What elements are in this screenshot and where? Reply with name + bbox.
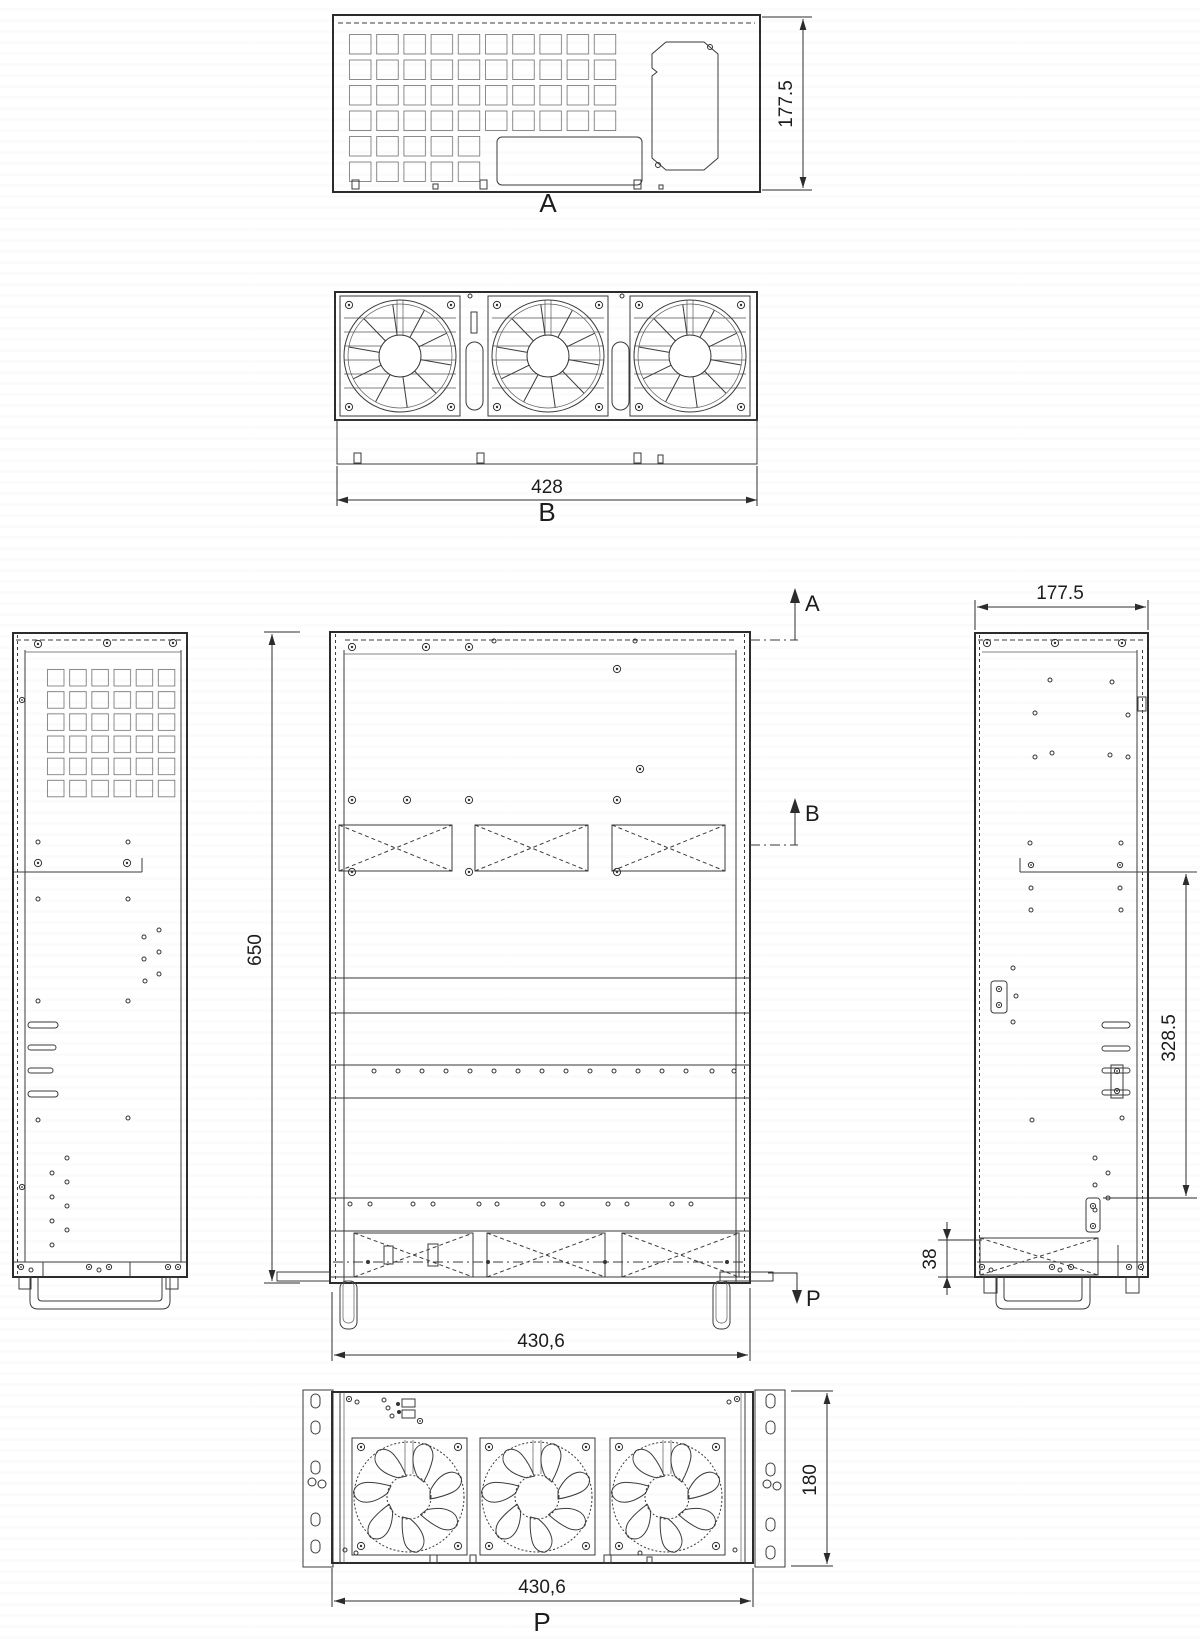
dim-front-width-value: 430,6 [517,1331,565,1352]
dim-b-width-value: 428 [531,477,563,498]
dim-bottom-width-value: 430,6 [518,1577,566,1598]
left-screws [19,840,161,1247]
view-b-label: B [538,497,556,527]
front-screw-pairs [348,1202,693,1206]
view-p-label: P [533,1607,551,1637]
section-a-label: A [805,591,820,616]
dim-right-base-value: 38 [920,1248,941,1270]
view-top [333,15,812,218]
view-a-label: A [539,188,557,218]
dim-front-width [332,1288,750,1361]
front-xbraces-upper [339,825,725,876]
fan-blades-3 [609,1440,722,1554]
rack-ear-holes-left [308,1394,326,1553]
fan-blades-2 [479,1440,592,1554]
dim-bottom-depth-value: 180 [800,1464,821,1496]
dim-bottom-width [332,1568,753,1607]
view-bottom [303,1390,833,1637]
dim-right-width-value: 177.5 [1036,583,1084,604]
section-marker-b [750,798,820,845]
dim-a-depth-value: 177.5 [776,80,797,128]
view-front [245,588,821,1361]
view-right [920,583,1197,1309]
dim-right-width [975,583,1148,630]
dim-right-base [920,1222,982,1295]
dim-right-cutout [1103,874,1197,1198]
front-xbraces-lower [354,1233,739,1277]
left-handle [30,1277,170,1309]
front-screws-upper [348,639,643,804]
right-slots [1102,1022,1130,1095]
dim-bottom-depth [791,1391,833,1566]
fan-grille-3 [634,300,746,412]
right-xbrace [980,1238,1098,1275]
front-feet [340,1281,730,1329]
right-screws [1011,678,1130,1212]
dim-right-cutout-value: 328.5 [1159,1014,1180,1062]
fan-grille-1 [344,300,456,412]
view-fan-section [335,292,757,527]
section-marker-a [750,588,820,640]
rack-ear-holes-right [763,1394,781,1559]
fan-flange-tabs [354,453,663,463]
dim-front-height [245,632,300,1283]
fan-grille-2 [492,300,604,412]
left-slots [28,1022,58,1097]
left-vent-grid [45,667,178,800]
dim-front-height-value: 650 [245,934,266,966]
front-screw-row [372,1069,736,1073]
dim-top-depth [762,17,812,190]
section-marker-p [768,1273,821,1311]
right-handle [996,1277,1090,1309]
view-left [13,633,187,1309]
section-p-label: P [806,1286,821,1311]
bottom-fan-frames [352,1438,725,1555]
fan-blades-1 [351,1440,464,1554]
section-b-label: B [805,801,820,826]
right-rail-screws [979,1264,1143,1272]
bottom-components [346,1396,739,1423]
bottom-fan-screws [357,1443,719,1549]
